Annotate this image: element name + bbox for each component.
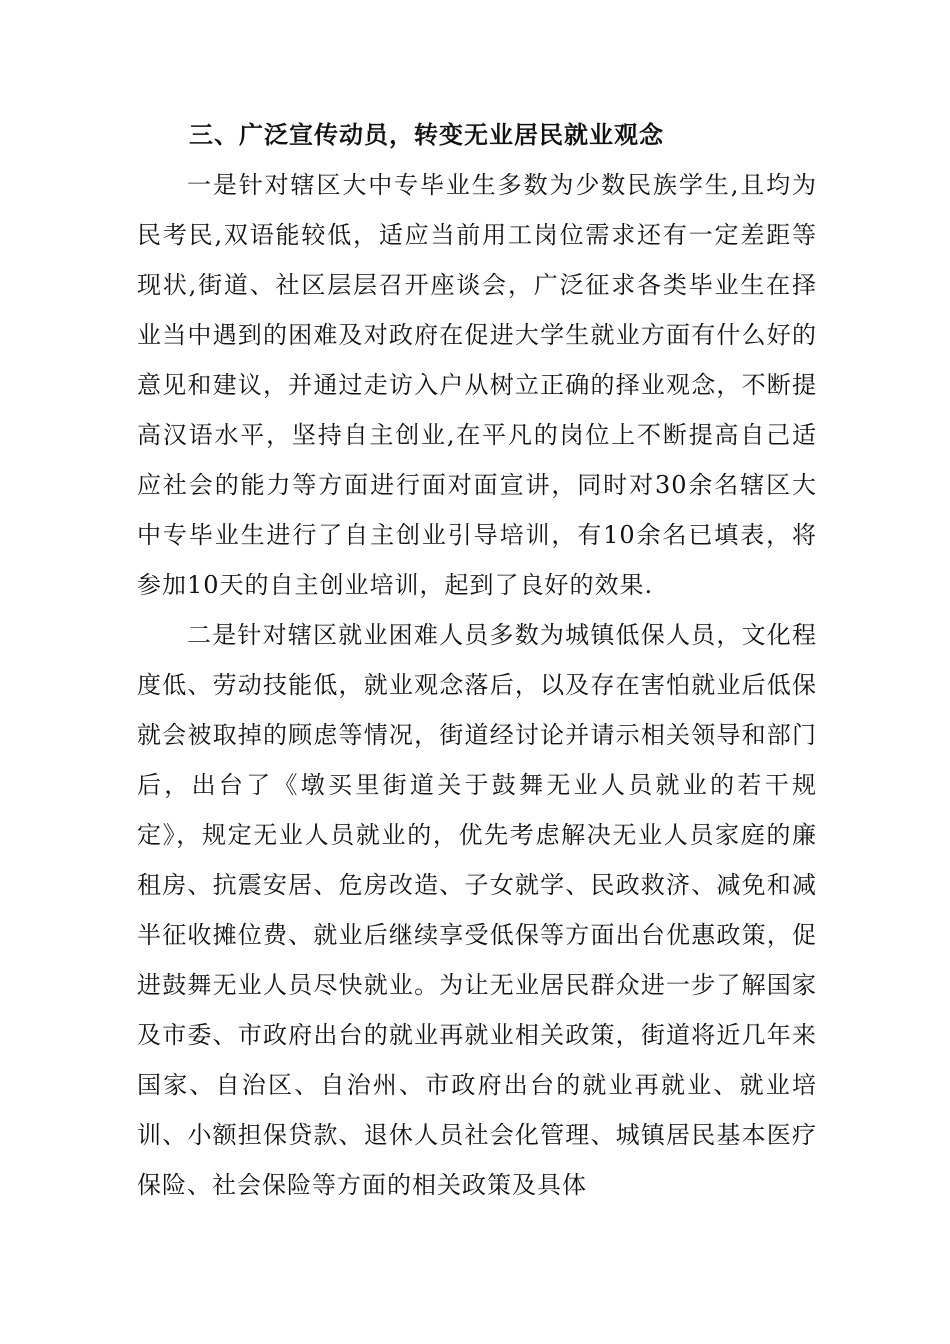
paragraph-1: 一是针对辖区大中专毕业生多数为少数民族学生,且均为民考民,双语能较低，适应当前用工岗位需求还有一定差距等现状,街道、社区层层召开座谈会，广泛征求各类毕业生在择业当中遇到的困难及对政府在促进大学生就业方面有什么好的意见和建议，并通过走访入户从树立正确的择业观念，不断提高汉语水平，坚持自主创业,在平凡的岗位上不断提高自己适应社会的能力等方面进行面对面宣讲，同时对30余名辖区大中专毕业生进行了自主创业引导培训，有10余名已填表，将参加10天的自主创业培训，起到了良好的效果. [137, 171, 817, 599]
section-heading: 三、广泛宣传动员，转变无业居民就业观念 [189, 120, 664, 149]
paragraph-2: 二是针对辖区就业困难人员多数为城镇低保人员，文化程度低、劳动技能低，就业观念落后，以及存在害怕就业后低保就会被取掉的顾虑等情况，街道经讨论并请示相关领导和部门后，出台了《墩买里街道关于鼓舞无业人员就业的若干规定》，规定无业人员就业的，优先考虑解决无业人员家庭的廉租房、抗震安居、危房改造、子女就学、民政救济、减免和减半征收摊位费、就业后继续享受低保等方面出台优惠政策，促进鼓舞无业人员尽快就业。为让无业居民群众进一步了解国家及市委、市政府出台的就业再就业相关政策，街道将近几年来国家、自治区、自治州、市政府出台的就业再就业、就业培训、小额担保贷款、退休人员社会化管理、城镇居民基本医疗保险、社会保险等方面的相关政策及具体 [137, 621, 817, 1199]
document-body [137, 110, 817, 1210]
